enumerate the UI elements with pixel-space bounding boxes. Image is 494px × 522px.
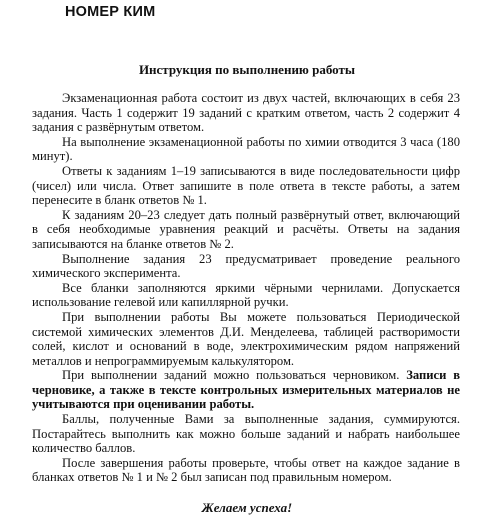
paragraph-duration: На выполнение экзаменационной работы по химии отводится 3 часа (180 минут). [32,134,460,164]
draft-normal-text: При выполнении заданий можно пользоваться черновиком. [62,368,407,383]
paragraph-experiment: Выполнение задания 23 предусматривает проведение реального химического эксперимента. [32,251,460,281]
instruction-body [32,91,460,485]
paragraph-exam-structure: Экзаменационная работа состоит из двух частей, включающих в себя 23 задания. Часть 1 содержит 19 заданий с кратким ответом, часть 2 содержит 4 задания с развёрнутым ответом. [32,91,460,135]
draft-bold-warning: Записи в черновике, а также в тексте контрольных измерительных материалов не учитываются при оценивании работы. [32,368,460,412]
paragraph-draft [32,368,460,412]
paragraph-final-check: После завершения работы проверьте, чтобы ответ на каждое задание в бланках ответов № 1 и № 2 был записан под правильным номером. [32,455,460,485]
good-luck-wish: Желаем успеха! [201,500,293,515]
paragraph-full-answers: К заданиям 20–23 следует дать полный развёрнутый ответ, включающий в себя необходимые уравнения реакций и расчёты. Ответы на задания записываются на бланке ответов № 2. [32,207,460,251]
paragraph-ink: Все бланки заполняются яркими чёрными чернилами. Допускается использование гелевой или капиллярной ручки. [32,280,460,310]
paragraph-short-answers: Ответы к заданиям 1–19 записываются в виде последовательности цифр (чисел) или числа. Ответ запишите в поле ответа в тексте работы, а затем перенесите в бланк ответов № 1. [32,163,460,208]
paragraph-scoring: Баллы, полученные Вами за выполненные задания, суммируются. Постарайтесь выполнить как можно больше заданий и набрать наибольшее количество баллов. [32,412,460,456]
kim-number-header: НОМЕР КИМ [65,4,156,20]
instruction-title: Инструкция по выполнению работы [138,62,356,77]
paragraph-allowed-materials: При выполнении работы Вы можете пользоваться Периодической системой химических элементов Д.И. Менделеева, таблицей растворимости солей, кислот и оснований в воде, электрохимическим рядом напряжений металлов и непрограммируемым калькулятором. [32,309,460,368]
